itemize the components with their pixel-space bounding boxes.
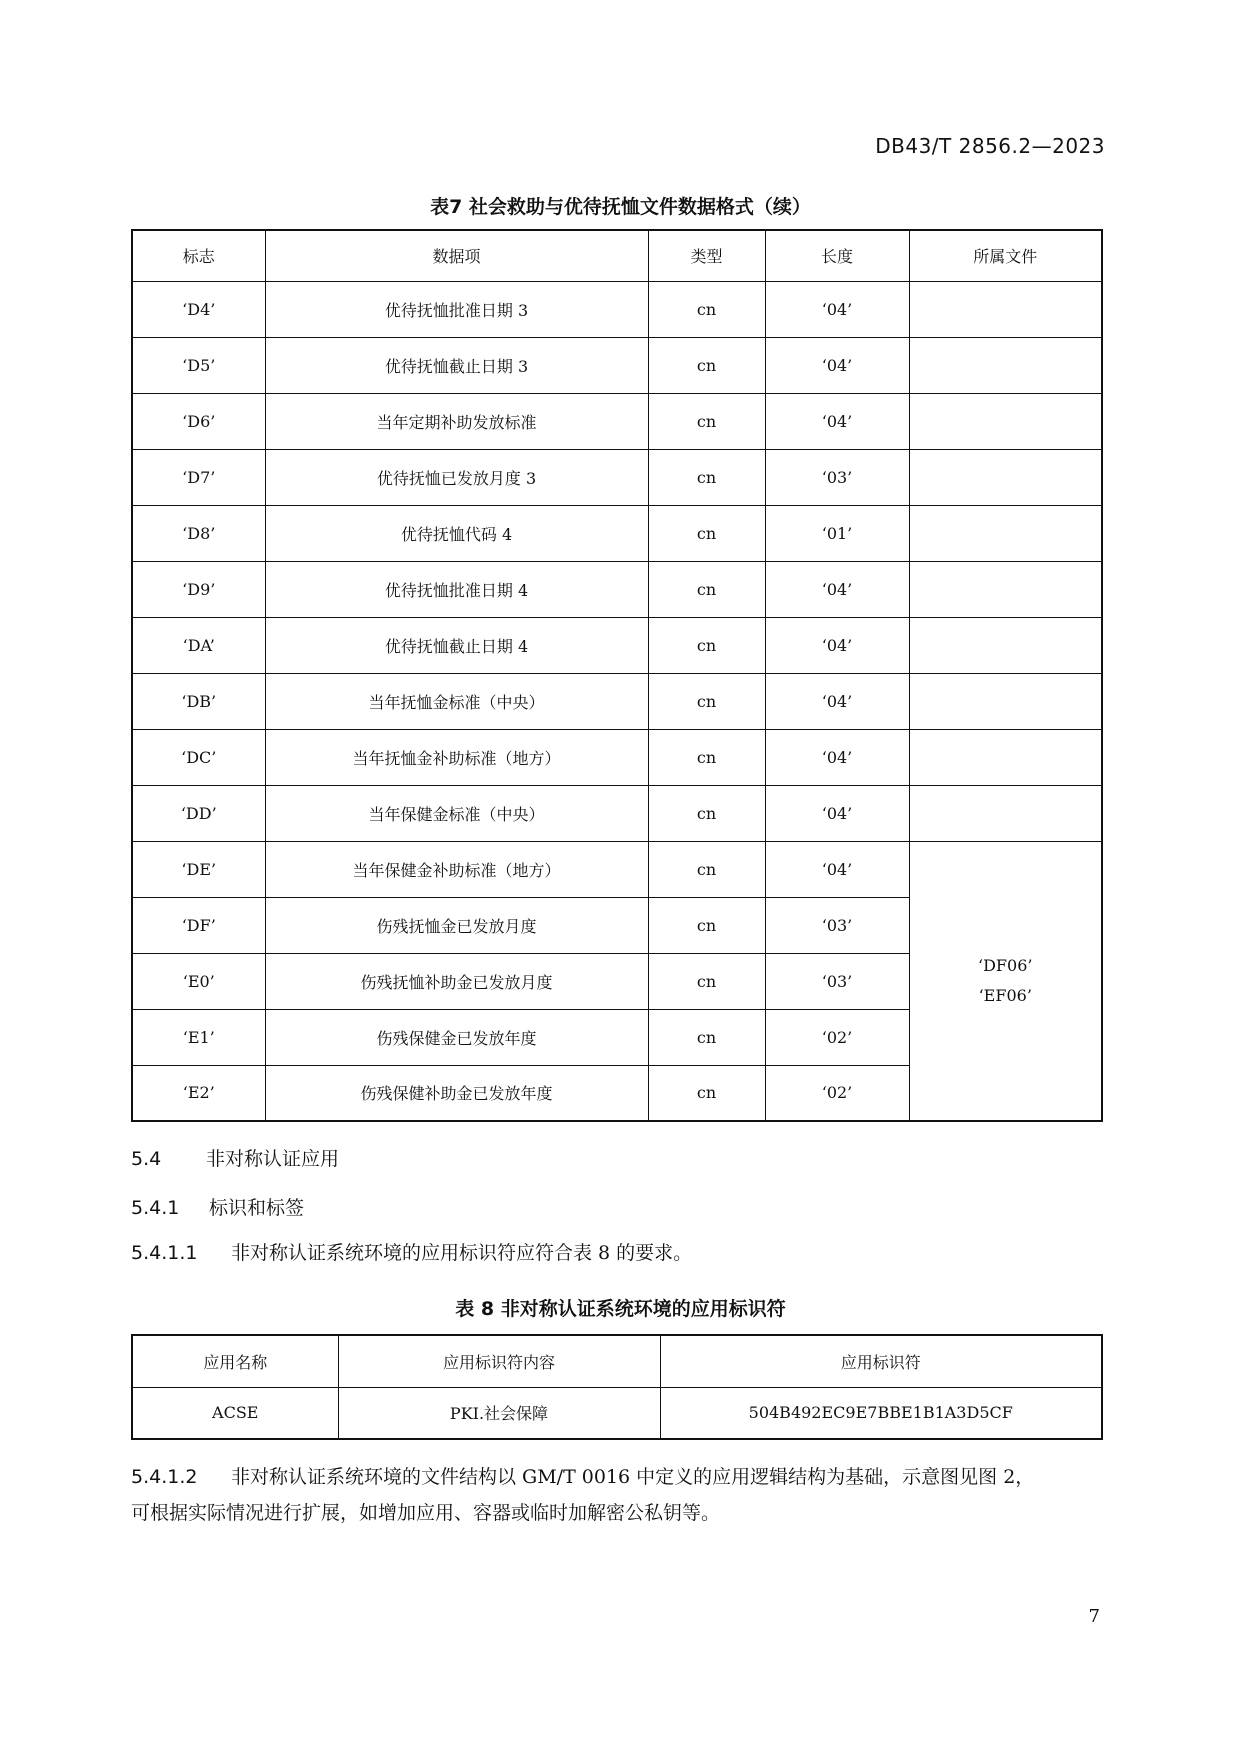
table8-header-cell: 应用名称 bbox=[132, 1335, 338, 1387]
table7-cell-file bbox=[909, 673, 1102, 729]
table7-header-cell: 类型 bbox=[648, 230, 765, 281]
table7-cell-length: ‘04’ bbox=[765, 841, 909, 897]
section-number: 5.4.1 bbox=[131, 1197, 180, 1219]
table7-cell-tag: ‘DC’ bbox=[132, 729, 265, 785]
table7-cell-file bbox=[909, 785, 1102, 841]
table7-cell-tag: ‘DE’ bbox=[132, 841, 265, 897]
table7-cell-tag: ‘E2’ bbox=[132, 1065, 265, 1121]
table7-cell-item: 当年保健金标准（中央） bbox=[265, 785, 648, 841]
table7-cell-type: cn bbox=[648, 393, 765, 449]
table-row bbox=[132, 673, 1102, 729]
table7 bbox=[131, 229, 1103, 1122]
table-row bbox=[132, 841, 1102, 897]
table7-cell-length: ‘03’ bbox=[765, 897, 909, 953]
table7-cell-length: ‘04’ bbox=[765, 281, 909, 337]
table7-cell-tag: ‘D7’ bbox=[132, 449, 265, 505]
table7-cell-tag: ‘D9’ bbox=[132, 561, 265, 617]
table7-cell-length: ‘02’ bbox=[765, 1065, 909, 1121]
table-row bbox=[132, 1387, 1102, 1439]
table7-cell-tag: ‘E0’ bbox=[132, 953, 265, 1009]
table7-cell-item: 当年保健金补助标准（地方） bbox=[265, 841, 648, 897]
file-id: ‘EF06’ bbox=[978, 985, 1032, 1005]
table7-cell-item: 优待抚恤批准日期 4 bbox=[265, 561, 648, 617]
table7-title: 表7 社会救助与优待抚恤文件数据格式（续） bbox=[430, 196, 811, 218]
table7-cell-type: cn bbox=[648, 561, 765, 617]
table-row bbox=[132, 281, 1102, 337]
table7-cell-type: cn bbox=[648, 729, 765, 785]
table7-cell-tag: ‘D8’ bbox=[132, 505, 265, 561]
section-5-4-heading bbox=[131, 1144, 339, 1171]
table8-cell-aid: 504B492EC9E7BBE1B1A3D5CF bbox=[660, 1387, 1102, 1439]
section-number: 5.4 bbox=[131, 1148, 162, 1170]
table7-cell-item: 优待抚恤已发放月度 3 bbox=[265, 449, 648, 505]
paragraph-text: 非对称认证系统环境的应用标识符应符合表 8 的要求。 bbox=[231, 1242, 693, 1264]
table7-cell-length: ‘04’ bbox=[765, 617, 909, 673]
table7-header-cell: 所属文件 bbox=[909, 230, 1102, 281]
table7-cell-tag: ‘E1’ bbox=[132, 1009, 265, 1065]
table7-cell-type: cn bbox=[648, 449, 765, 505]
table7-cell-file-merged bbox=[909, 841, 1102, 1121]
document-code: DB43/T 2856.2—2023 bbox=[875, 134, 1105, 158]
table7-header-cell: 标志 bbox=[132, 230, 265, 281]
table7-cell-tag: ‘DA’ bbox=[132, 617, 265, 673]
table7-cell-item: 伤残保健金已发放年度 bbox=[265, 1009, 648, 1065]
table7-cell-length: ‘03’ bbox=[765, 953, 909, 1009]
table7-cell-type: cn bbox=[648, 673, 765, 729]
table8 bbox=[131, 1334, 1103, 1440]
section-title: 非对称认证应用 bbox=[206, 1148, 340, 1170]
table7-cell-file bbox=[909, 561, 1102, 617]
paragraph-5-4-1-1 bbox=[131, 1235, 1106, 1271]
table8-title: 表 8 非对称认证系统环境的应用标识符 bbox=[455, 1298, 786, 1320]
table7-cell-type: cn bbox=[648, 281, 765, 337]
table8-header-cell: 应用标识符 bbox=[660, 1335, 1102, 1387]
table8-cell-content: PKI.社会保障 bbox=[338, 1387, 660, 1439]
paragraph-number: 5.4.1.2 bbox=[131, 1466, 198, 1488]
table7-cell-type: cn bbox=[648, 953, 765, 1009]
table7-cell-item: 优待抚恤批准日期 3 bbox=[265, 281, 648, 337]
table7-cell-tag: ‘D6’ bbox=[132, 393, 265, 449]
page-number: 7 bbox=[1088, 1606, 1100, 1627]
table7-cell-tag: ‘D4’ bbox=[132, 281, 265, 337]
table7-cell-length: ‘02’ bbox=[765, 1009, 909, 1065]
table7-header-row bbox=[132, 230, 1102, 281]
table7-cell-file bbox=[909, 505, 1102, 561]
table7-cell-file bbox=[909, 337, 1102, 393]
table7-cell-file bbox=[909, 281, 1102, 337]
table7-cell-file bbox=[909, 449, 1102, 505]
table7-cell-item: 优待抚恤截止日期 3 bbox=[265, 337, 648, 393]
table7-cell-type: cn bbox=[648, 337, 765, 393]
table7-cell-tag: ‘DB’ bbox=[132, 673, 265, 729]
table7-header-cell: 长度 bbox=[765, 230, 909, 281]
table7-cell-item: 优待抚恤代码 4 bbox=[265, 505, 648, 561]
paragraph-number: 5.4.1.1 bbox=[131, 1242, 198, 1264]
table7-cell-length: ‘04’ bbox=[765, 561, 909, 617]
table7-cell-length: ‘04’ bbox=[765, 673, 909, 729]
section-title: 标识和标签 bbox=[209, 1197, 305, 1219]
paragraph-line: 可根据实际情况进行扩展，如增加应用、容器或临时加解密公私钥等。 bbox=[131, 1502, 721, 1524]
table7-cell-length: ‘03’ bbox=[765, 449, 909, 505]
table7-cell-item: 伤残抚恤补助金已发放月度 bbox=[265, 953, 648, 1009]
table-row bbox=[132, 337, 1102, 393]
table7-cell-item: 当年抚恤金标准（中央） bbox=[265, 673, 648, 729]
table-row bbox=[132, 449, 1102, 505]
table7-cell-file bbox=[909, 729, 1102, 785]
file-id: ‘DF06’ bbox=[978, 955, 1033, 975]
table7-cell-type: cn bbox=[648, 1065, 765, 1121]
table8-cell-name: ACSE bbox=[132, 1387, 338, 1439]
table-row bbox=[132, 393, 1102, 449]
table8-header-cell: 应用标识符内容 bbox=[338, 1335, 660, 1387]
table7-cell-type: cn bbox=[648, 841, 765, 897]
table7-cell-item: 伤残保健补助金已发放年度 bbox=[265, 1065, 648, 1121]
table7-cell-item: 当年抚恤金补助标准（地方） bbox=[265, 729, 648, 785]
paragraph-5-4-1-2 bbox=[131, 1459, 1106, 1531]
table7-header-cell: 数据项 bbox=[265, 230, 648, 281]
table7-cell-type: cn bbox=[648, 785, 765, 841]
table-row bbox=[132, 561, 1102, 617]
paragraph-line: 非对称认证系统环境的文件结构以 GM/T 0016 中定义的应用逻辑结构为基础，示意图见图 2， bbox=[231, 1466, 1035, 1488]
table7-cell-item: 优待抚恤截止日期 4 bbox=[265, 617, 648, 673]
table7-cell-type: cn bbox=[648, 1009, 765, 1065]
table7-cell-length: ‘04’ bbox=[765, 785, 909, 841]
table7-cell-type: cn bbox=[648, 505, 765, 561]
table7-cell-file bbox=[909, 617, 1102, 673]
table7-cell-tag: ‘D5’ bbox=[132, 337, 265, 393]
table7-cell-file bbox=[909, 393, 1102, 449]
table7-cell-tag: ‘DD’ bbox=[132, 785, 265, 841]
table7-cell-length: ‘04’ bbox=[765, 729, 909, 785]
table-row bbox=[132, 729, 1102, 785]
table7-cell-length: ‘04’ bbox=[765, 337, 909, 393]
table7-cell-type: cn bbox=[648, 617, 765, 673]
table7-cell-item: 伤残抚恤金已发放月度 bbox=[265, 897, 648, 953]
table7-cell-length: ‘04’ bbox=[765, 393, 909, 449]
table7-cell-item: 当年定期补助发放标准 bbox=[265, 393, 648, 449]
table-row bbox=[132, 785, 1102, 841]
table-row bbox=[132, 617, 1102, 673]
table8-header-row bbox=[132, 1335, 1102, 1387]
section-5-4-1-heading bbox=[131, 1193, 304, 1220]
table7-cell-tag: ‘DF’ bbox=[132, 897, 265, 953]
table7-cell-type: cn bbox=[648, 897, 765, 953]
table-row bbox=[132, 505, 1102, 561]
table7-cell-length: ‘01’ bbox=[765, 505, 909, 561]
